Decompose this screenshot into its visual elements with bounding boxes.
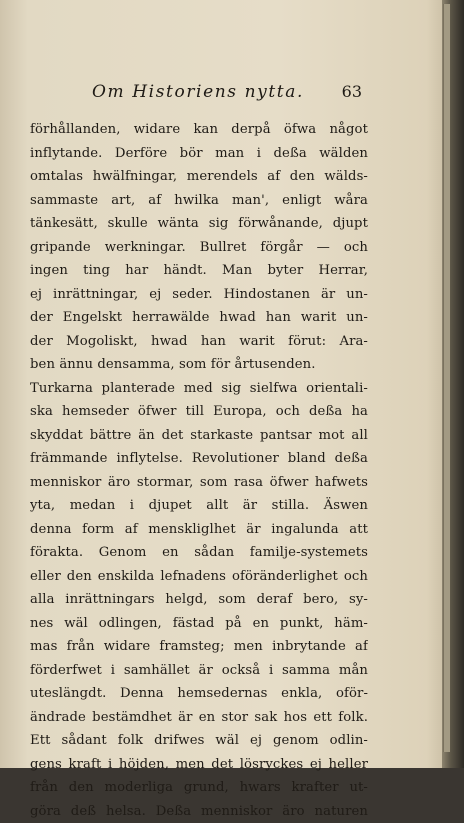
text-line: förderfwet i samhället är också i samma mån [30,659,368,683]
text-line: ingen ting har händt. Man byter Herrar, [30,259,368,283]
text-line: skyddat bättre än det starkaste pantsar mot all [30,424,368,448]
text-line: Turkarna planterade med sig sielfwa orientali- [30,377,368,401]
text-line: yta, medan i djupet allt är stilla. Äswen [30,494,368,518]
book-edge [442,0,464,768]
text-line: der Engelskt herrawälde hwad han warit un- [30,306,368,330]
text-line: eller den enskilda lefnadens oföränderlighet och [30,565,368,589]
text-line: förakta. Genom en sådan familje-systemets [30,541,368,565]
text-line: denna form af menskliglhet är ingalunda att [30,518,368,542]
text-line: främmande inflytelse. Revolutioner bland deßa [30,447,368,471]
text-line: inflytande. Derföre bör man i deßa wälden [30,142,368,166]
text-line: gens kraft i höjden, men det lösryckes ej heller [30,753,368,777]
text-line: förhållanden, widare kan derpå öfwa något [30,118,368,142]
text-line: uteslängdt. Denna hemsedernas enkla, oför- [30,682,368,706]
text-line: tänkesätt, skulle wänta sig förwånande, djupt [30,212,368,236]
text-line: ska hemseder öfwer till Europa, och deßa ha [30,400,368,424]
text-line: omtalas hwälfningar, merendels af den wälds- [30,165,368,189]
text-line: sammaste art, af hwilka man', enligt wåra [30,189,368,213]
text-line: nes wäl odlingen, fästad på en punkt, häm- [30,612,368,636]
text-line: Ett sådant folk drifwes wäl ej genom odlin- [30,729,368,753]
text-line: ben ännu densamma, som för årtusenden. [30,353,368,377]
text-line: menniskor äro stormar, som rasa öfwer hafwets [30,471,368,495]
text-line: göra deß helsa. Deßa menniskor äro naturen [30,800,368,823]
running-head [92,82,362,102]
text-line: ändrade bestämdhet är en stor sak hos ett folk. [30,706,368,730]
page-edge-strip [443,4,450,752]
page-number: 63 [342,82,362,101]
text-line: der Mogoliskt, hwad han warit förut: Ara- [30,330,368,354]
running-title: Om Historiens nytta. [92,82,304,102]
text-line: alla inrättningars helgd, som deraf bero, sy- [30,588,368,612]
text-line: från den moderliga grund, hwars krafter ut- [30,776,368,800]
body-text [30,118,368,823]
text-line: ej inrättningar, ej seder. Hindostanen är un- [30,283,368,307]
text-line: mas från widare framsteg; men inbrytande af [30,635,368,659]
text-line: gripande werkningar. Bullret förgår — och [30,236,368,260]
